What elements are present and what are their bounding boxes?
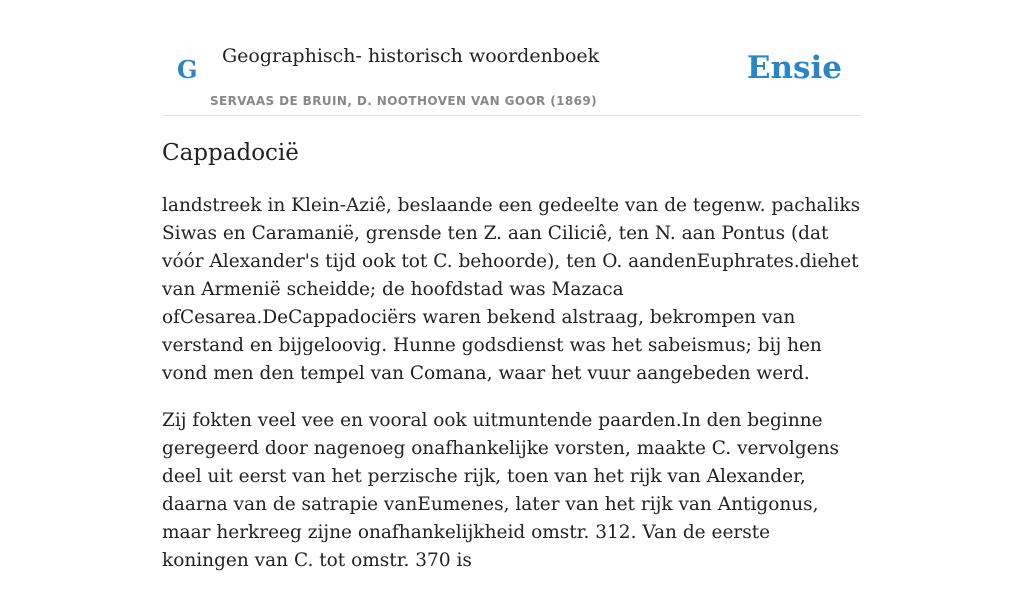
entry-paragraph: landstreek in Klein-Aziê, beslaande een gedeelte van de tegenw. pachaliks Siwas en Caramanië, grensde ten Z. aan Ciliciê, ten N. aan Pontus (dat vóór Alexander's tijd ook tot C. behoorde), ten O. aandenEuphrates.diehet van Armenië scheidde; de hoofdstad was Mazaca ofCesarea.DeCappadociërs waren bekend alstraag, bekrompen van verstand en bijgeloovig. Hunne godsdienst was het sabeismus; bij hen vond men den tempel van Comana, waar het vuur aangebeden werd. (162, 195, 861, 384)
brand-logo[interactable]: Ensie (746, 50, 842, 86)
entry-paragraph: Zij fokten veel vee en vooral ook uitmuntende paarden.In den beginne geregeerd door nagenoeg onafhankelijke vorsten, maakte C. vervolgens deel uit eerst van het perzische rijk, toen van het rijk van Alexander, daarna van de satrapie vanEumenes, later van het rijk van Antigonus, maar herkreeg zijne onafhankelijkheid omstr. 312. Van de eerste koningen van C. tot omstr. 370 is (162, 410, 840, 571)
content-container (162, 0, 862, 571)
entry-body (162, 192, 862, 594)
book-author: SERVAAS DE BRUIN, D. NOOTHOVEN VAN GOOR (1869) (210, 94, 598, 108)
header (162, 0, 862, 116)
book-logo-icon[interactable]: G (177, 55, 198, 84)
book-title[interactable]: Geographisch- historisch woordenboek (222, 45, 600, 67)
entry-title: Cappadocië (162, 140, 299, 166)
